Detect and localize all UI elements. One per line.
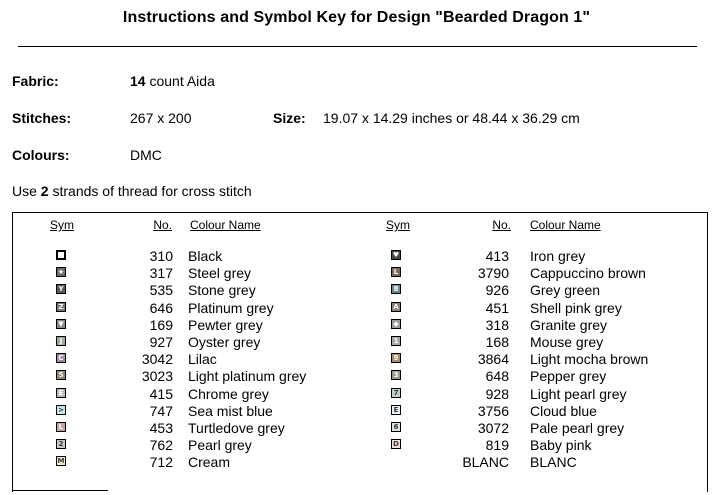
symbol-swatch-icon: 7 — [391, 388, 401, 398]
symbol-swatch-icon: 2 — [56, 439, 66, 449]
color-name: Grey green — [530, 282, 601, 298]
color-name: Light mocha brown — [530, 351, 649, 367]
color-name: Sea mist blue — [188, 403, 273, 419]
color-name: Chrome grey — [188, 386, 269, 402]
colours-value: DMC — [130, 147, 162, 163]
header-sym-left: Sym — [50, 218, 74, 232]
symbol-swatch-icon: E — [56, 388, 66, 398]
fabric-label: Fabric: — [12, 73, 59, 89]
color-number: 747 — [149, 403, 173, 419]
fabric-rest: count Aida — [145, 73, 215, 89]
color-number: 413 — [485, 248, 509, 264]
page-title: Instructions and Symbol Key for Design "Bearded Dragon 1" — [122, 9, 591, 26]
color-number: 535 — [149, 282, 173, 298]
header-sym-right: Sym — [386, 218, 410, 232]
color-name: Lilac — [188, 351, 217, 367]
title-underline — [18, 46, 697, 47]
symbol-swatch-icon: 6 — [391, 422, 401, 432]
color-number: 648 — [485, 368, 509, 384]
strands-count: 2 — [40, 183, 49, 199]
symbol-swatch-icon: E — [391, 405, 401, 415]
symbol-swatch-icon: 9 — [391, 353, 401, 363]
color-number: BLANC — [462, 454, 509, 470]
symbol-swatch-icon: ◆ — [391, 319, 401, 329]
color-number: 762 — [149, 437, 173, 453]
color-number: 317 — [149, 265, 173, 281]
symbol-swatch-icon: J — [56, 336, 66, 346]
color-number: 646 — [149, 300, 173, 316]
color-name: Stone grey — [188, 282, 256, 298]
symbol-swatch-icon — [56, 250, 66, 260]
color-number: 318 — [485, 317, 509, 333]
color-number: 3072 — [477, 420, 509, 436]
symbol-swatch-icon: 5 — [56, 370, 66, 380]
header-name-left: Colour Name — [190, 218, 261, 232]
size-label: Size: — [273, 110, 306, 126]
header-no-left: No. — [153, 218, 172, 232]
header-no-right: No. — [492, 218, 511, 232]
symbol-swatch-icon: 8 — [391, 284, 401, 294]
symbol-swatch-icon: ♥ — [392, 251, 400, 259]
table-bottom-rule — [12, 490, 108, 491]
color-name: Pale pearl grey — [530, 420, 625, 436]
color-number: 819 — [485, 437, 509, 453]
color-number: 3756 — [477, 403, 509, 419]
color-name: Iron grey — [530, 248, 586, 264]
color-name: Steel grey — [188, 265, 252, 281]
color-name: Oyster grey — [188, 334, 261, 350]
symbol-swatch-icon: ★ — [57, 268, 65, 276]
color-name: Mouse grey — [530, 334, 604, 350]
fabric-count: 14 — [130, 73, 146, 89]
color-name: Cloud blue — [530, 403, 597, 419]
size-value: 19.07 x 14.29 inches or 48.44 x 36.29 cm — [323, 110, 580, 126]
color-number: 310 — [149, 248, 173, 264]
color-number: 415 — [149, 386, 173, 402]
color-name: Pewter grey — [188, 317, 263, 333]
symbol-swatch-icon: L — [391, 267, 401, 277]
stitches-label: Stitches: — [12, 110, 72, 126]
color-number: 927 — [149, 334, 173, 350]
symbol-swatch-icon: 1 — [391, 336, 401, 346]
color-name: Pearl grey — [188, 437, 252, 453]
color-name: Light platinum grey — [188, 368, 307, 384]
symbol-swatch-icon: 3 — [391, 370, 401, 380]
color-number: 3042 — [141, 351, 173, 367]
symbol-swatch-icon: L — [56, 422, 66, 432]
symbol-swatch-icon: M — [57, 457, 65, 465]
fabric-value — [130, 73, 215, 89]
symbol-swatch-icon: A — [391, 302, 401, 312]
symbol-swatch-icon: Z — [56, 302, 66, 312]
color-number: 168 — [485, 334, 509, 350]
color-name: Platinum grey — [188, 300, 274, 316]
strands-post: strands of thread for cross stitch — [48, 183, 252, 199]
color-name: Cappuccino brown — [530, 265, 646, 281]
stitches-value: 267 x 200 — [130, 110, 192, 126]
strands-instruction — [12, 183, 252, 199]
color-number: 451 — [485, 300, 509, 316]
symbol-swatch-icon: ▼ — [56, 319, 66, 329]
color-number: 926 — [485, 282, 509, 298]
symbol-swatch-icon: > — [56, 405, 66, 415]
colours-label: Colours: — [12, 147, 70, 163]
color-name: BLANC — [530, 454, 577, 470]
color-name: Baby pink — [530, 437, 592, 453]
color-number: 453 — [149, 420, 173, 436]
symbol-swatch-icon: C — [56, 353, 66, 363]
color-name: Black — [188, 248, 223, 264]
color-name: Granite grey — [530, 317, 608, 333]
symbol-swatch-icon: Y — [56, 284, 66, 294]
color-name: Cream — [188, 454, 231, 470]
symbol-swatch-icon: D — [391, 439, 401, 449]
color-number: 3864 — [477, 351, 509, 367]
color-name: Light pearl grey — [530, 386, 627, 402]
color-number: 169 — [149, 317, 173, 333]
color-number: 712 — [149, 454, 173, 470]
color-number: 3023 — [141, 368, 173, 384]
color-name: Shell pink grey — [530, 300, 622, 316]
header-name-right: Colour Name — [530, 218, 601, 232]
color-name: Pepper grey — [530, 368, 607, 384]
strands-pre: Use — [12, 183, 41, 199]
color-number: 928 — [485, 386, 509, 402]
color-number: 3790 — [477, 265, 509, 281]
color-name: Turtledove grey — [188, 420, 285, 436]
